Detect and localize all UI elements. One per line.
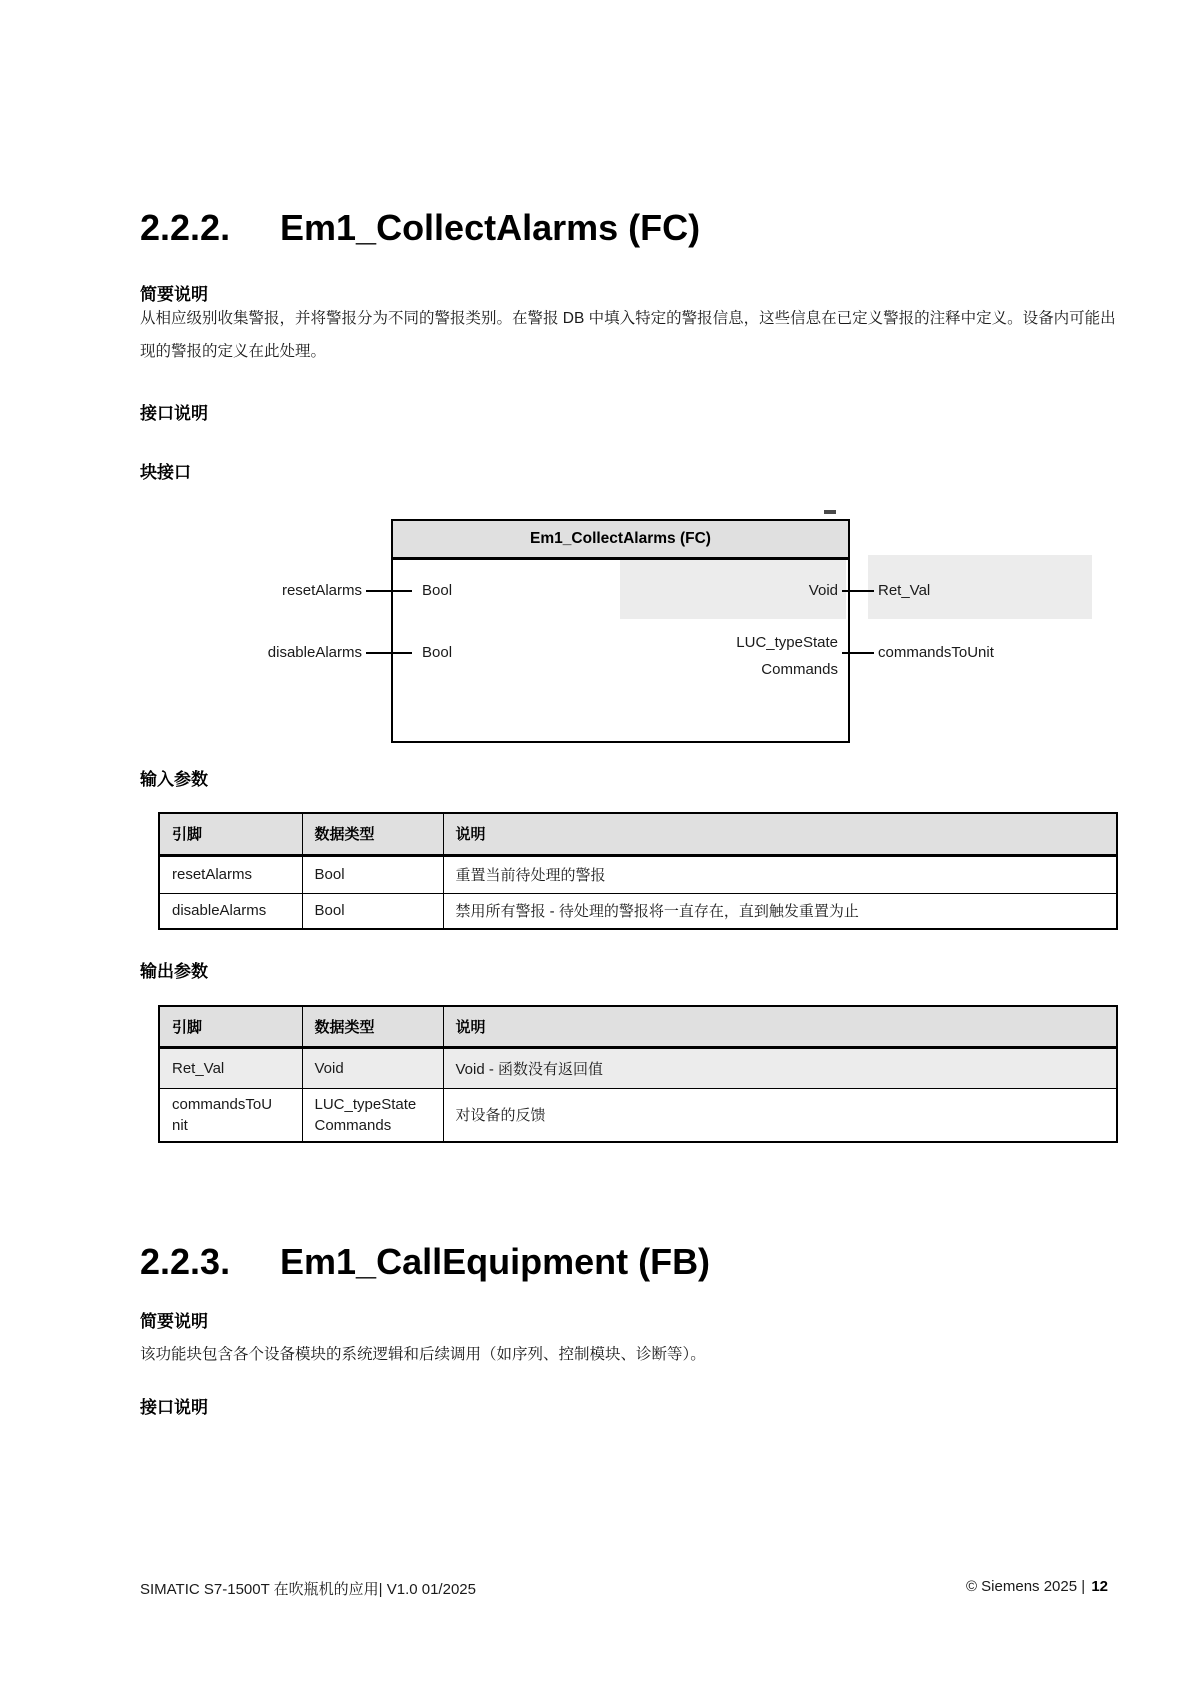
output-pin-commandstounit: commandsToUnit [878, 644, 994, 661]
output-params-table [158, 1005, 1118, 1143]
table-row-highlighted [159, 1047, 1117, 1088]
cell-pin: disableAlarms [159, 893, 302, 929]
output-type-luc-typestate: LUC_typeState Commands [736, 634, 838, 678]
table-row [159, 1088, 1117, 1142]
output-pin-retval: Ret_Val [878, 582, 931, 599]
section-222-number: 2.2.2. [140, 207, 231, 248]
connector-line-commands [842, 652, 874, 654]
block-interface-heading: 块接口 [140, 463, 191, 482]
function-block-title: Em1_CollectAlarms (FC) [393, 521, 848, 560]
cell-pin [159, 1088, 302, 1142]
section-223-number: 2.2.3. [140, 1241, 231, 1282]
col-header-pin: 引脚 [159, 1006, 302, 1047]
input-type-resetAlarms: Bool [422, 582, 453, 599]
footer-page-number: 12 [1091, 1578, 1108, 1595]
cell-datatype [302, 1088, 443, 1142]
cell-pin-text: commandsToUnit [172, 1095, 273, 1134]
col-header-description: 说明 [443, 1006, 1117, 1047]
connector-line-disable [366, 652, 412, 654]
cell-datatype: Bool [302, 893, 443, 929]
cell-description: 禁用所有警报 - 待处理的警报将一直存在，直到触发重置为止 [443, 893, 1117, 929]
footer-right [966, 1578, 1108, 1595]
cell-pin: resetAlarms [159, 855, 302, 893]
interface-heading-222: 接口说明 [140, 404, 208, 423]
cell-description: Void - 函数没有返回值 [443, 1047, 1117, 1088]
col-header-pin: 引脚 [159, 813, 302, 855]
section-222-heading [140, 206, 700, 249]
col-header-description: 说明 [443, 813, 1117, 855]
output-type-void: Void [808, 582, 838, 599]
connector-line-retval [842, 590, 874, 592]
brief-text-222: 从相应级别收集警报，并将警报分为不同的警报类别。在警报 DB 中填入特定的警报信息，这些信息在已定义警报的注释中定义。设备内可能出现的警报的定义在此处理。 [140, 310, 1116, 360]
connector-line-reset [366, 590, 412, 592]
input-params-heading: 输入参数 [140, 770, 208, 789]
brief-text-223: 该功能块包含各个设备模块的系统逻辑和后续调用（如序列、控制模块、诊断等）。 [140, 1346, 706, 1363]
section-222-title: Em1_CollectAlarms (FC) [280, 207, 701, 248]
cell-description: 对设备的反馈 [443, 1088, 1117, 1142]
section-223-title: Em1_CallEquipment (FB) [280, 1241, 711, 1282]
section-223-heading [140, 1240, 710, 1283]
input-params-table [158, 812, 1118, 930]
cell-datatype: Void [302, 1047, 443, 1088]
table-header-row [159, 1006, 1117, 1047]
cell-datatype: Bool [302, 855, 443, 893]
footer-left: SIMATIC S7-1500T 在吹瓶机的应用| V1.0 01/2025 [140, 1581, 476, 1598]
input-type-disableAlarms: Bool [422, 644, 453, 661]
cell-datatype-text: LUC_typeState Commands [314, 1095, 417, 1134]
col-header-datatype: 数据类型 [302, 1006, 443, 1047]
input-pin-disableAlarms: disableAlarms [267, 644, 362, 661]
output-params-heading: 输出参数 [140, 962, 208, 981]
cell-description: 重置当前待处理的警报 [443, 855, 1117, 893]
brief-heading-223: 简要说明 [140, 1312, 208, 1331]
interface-heading-223: 接口说明 [140, 1398, 208, 1417]
table-header-row [159, 813, 1117, 855]
footer-copyright: © Siemens 2025 | [965, 1578, 1086, 1595]
table-row [159, 893, 1117, 929]
selection-tick-mark [824, 510, 836, 514]
input-pin-resetAlarms: resetAlarms [281, 582, 362, 599]
col-header-datatype: 数据类型 [302, 813, 443, 855]
table-row [159, 855, 1117, 893]
cell-pin: Ret_Val [159, 1047, 302, 1088]
brief-heading-222: 简要说明 [140, 285, 208, 304]
